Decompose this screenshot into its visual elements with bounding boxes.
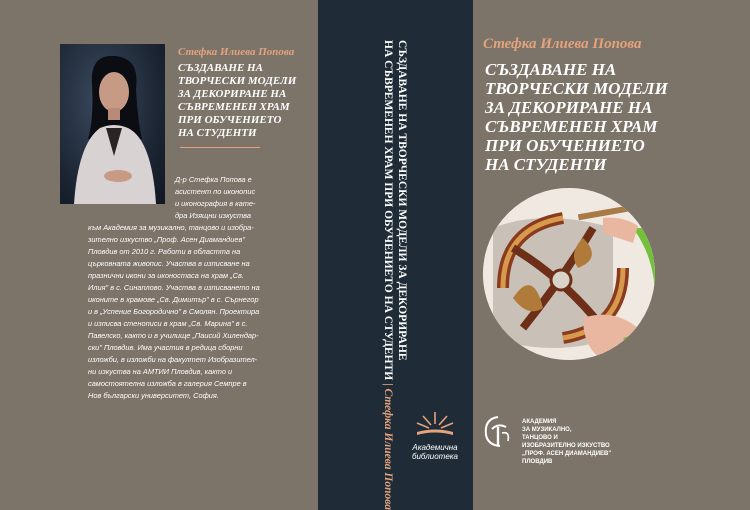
front-author-name: Стефка Илиева Попова	[483, 36, 642, 52]
cover-photo-decoration	[483, 188, 655, 360]
bio-line: асистент по иконопис	[175, 187, 256, 196]
publisher-logo	[480, 413, 516, 454]
publisher-line: „ПРОФ. АСЕН ДИАМАНДИЕВ"	[522, 451, 612, 457]
spine-author: Стефка Илиева Попова	[382, 388, 394, 510]
bio-line: и в „Успение Богородично" в Смолян. Проектира	[88, 307, 260, 316]
bio-line: и изписва стенописи в храм „Св. Марина" в с.	[88, 319, 248, 328]
series-logo	[405, 410, 465, 461]
front-title	[485, 60, 745, 174]
bio-line: иконите в храмове „Св. Димитър" в с. Сърнегор	[88, 295, 259, 304]
bio-line: дра Изящни изкуства	[175, 211, 251, 220]
academy-emblem-icon	[480, 413, 516, 449]
spine-title-line1	[395, 40, 409, 470]
back-title-line: ТВОРЧЕСКИ МОДЕЛИ	[178, 75, 297, 87]
bio-line: църковната живопис. Участва в изписване на	[88, 259, 250, 268]
publisher-line: АКАДЕМИЯ	[522, 419, 557, 425]
author-bio	[0, 0, 318, 510]
bio-line: ни изкуства на АМТИИ Пловдив, както и	[88, 367, 233, 376]
back-title-line: ЗА ДЕКОРИРАНЕ НА	[178, 88, 287, 100]
bio-line: Илия" в с. Синаплово. Участва в изписването на	[88, 283, 260, 292]
publisher-name	[522, 418, 632, 466]
bio-line: ски" Пловдив. Има участия в редица сборни	[88, 343, 243, 352]
bio-line: зително изкуство „Проф. Асен Диамандиев"	[88, 235, 245, 244]
spine-title-line2-text: НА СЪВРЕМЕНЕН ХРАМ ПРИ ОБУЧЕНИЕТО НА СТУДЕНТИ	[382, 40, 394, 381]
front-title-line: СЪЗДАВАНЕ НА	[485, 60, 617, 79]
bio-line: изложби, в изложби на факултет Изобразител-	[88, 355, 258, 364]
front-title-line: ТВОРЧЕСКИ МОДЕЛИ	[485, 79, 668, 98]
spine-title-line2	[381, 40, 395, 510]
bio-line: и иконография в кате-	[175, 199, 256, 208]
back-title-line: СЪЗДАВАНЕ НА	[178, 62, 263, 74]
bio-line: Д-р Стефка Попова е	[175, 175, 252, 184]
back-author-name: Стефка Илиева Попова	[178, 46, 295, 58]
bio-line: Нов български университет, София.	[88, 391, 219, 400]
spine-title	[381, 40, 409, 510]
publisher-line: ИЗОБРАЗИТЕЛНО ИЗКУСТВО	[522, 443, 610, 449]
front-title-line: ПРИ ОБУЧЕНИЕТО	[485, 136, 645, 155]
bio-line: Павелско, както и в училище „Паисий Хилендар-	[88, 331, 259, 340]
spine-title-line1-text: СЪЗДАВАНЕ НА ТВОРЧЕСКИ МОДЕЛИ ЗА ДЕКОРИРАНЕ	[396, 40, 408, 361]
publisher-line: ЗА МУЗИКАЛНО,	[522, 427, 572, 433]
publisher-line: ПЛОВДИВ	[522, 459, 553, 465]
front-title-line: СЪВРЕМЕНЕН ХРАМ	[485, 117, 658, 136]
sunrise-book-icon	[413, 410, 457, 438]
publisher-line: ТАНЦОВО И	[522, 435, 558, 441]
back-title-line: СЪВРЕМЕНЕН ХРАМ	[178, 101, 290, 113]
bio-line: самостоятелна изложба в галерия Семпре в	[88, 379, 247, 388]
bio-line: Пловдив от 2010 г. Работи в областта на	[88, 247, 241, 256]
back-title-line: НА СТУДЕНТИ	[178, 127, 257, 139]
back-title-line: ПРИ ОБУЧЕНИЕТО	[178, 114, 282, 126]
front-title-line: ЗА ДЕКОРИРАНЕ НА	[485, 98, 653, 117]
bio-line: празнични икони за иконостаса на храм „Св.	[88, 271, 244, 280]
series-label-line1: Академична	[412, 443, 458, 452]
spine-separator: |	[382, 383, 394, 386]
bio-line: към Академия за музикално, танцово и изобра-	[88, 223, 254, 232]
series-label-line2: библиотека	[411, 452, 459, 461]
front-title-line: НА СТУДЕНТИ	[485, 155, 607, 174]
